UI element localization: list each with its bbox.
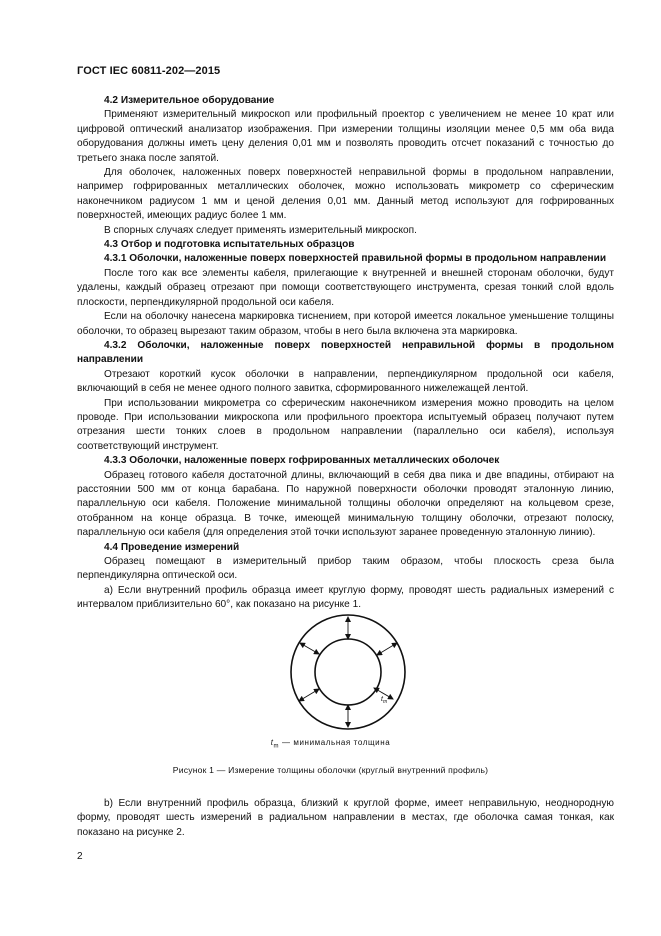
figure-1-legend: $t_m$ — минимальная толщина [270, 738, 391, 750]
radial-measurement-3 [374, 688, 393, 699]
figure-1-ring-diagram [285, 610, 415, 734]
paragraph: Образец помещают в измерительный прибор таким образом, чтобы плоскость среза была перпендикулярна оптической оси. [77, 556, 614, 582]
paragraph: b) Если внутренний профиль образца, близкий к круглой форме, имеет неправильную, неоднородную форму, проводят шесть измерений в радиальном направлении в местах, где оболочка самая тонкая, как показано на рисунке 2. [77, 798, 614, 838]
paragraph: После того как все элементы кабеля, прилегающие к внутренней и внешней сторонам оболочки, будут удалены, каждый образец отрезают при помощи соответствующего инструмента, срезая тонкий слой вдоль плоскости, перпендикулярной продольной оси кабеля. [77, 267, 614, 308]
radial-measurement-2 [377, 643, 397, 655]
section-heading: 4.3.3 Оболочки, наложенные поверх гофрированных металлических оболочек [104, 455, 500, 467]
page-number: 2 [77, 851, 83, 862]
paragraph: При использовании микрометра со сферическим наконечником измерения можно проводить на целом проводе. При использовании микроскопа или профильного проектора испытуемый образец получают путем отрезания шести тонких слоев в продольном направлении (параллельно оси кабеля), используя соответствующий инструмент. [77, 397, 614, 452]
document-header: ГОСТ IEC 60811-202—2015 [77, 65, 221, 77]
figure-1-caption: Рисунок 1 — Измерение толщины оболочки (круглый внутренний профиль) [172, 765, 489, 775]
paragraph: Образец готового кабеля достаточной длины, включающий в себя два пика и две впадины, отбирают на расстоянии 500 мм от конца барабана. По наружной поверхности оболочки проводят эталонную линию, параллельную оси кабеля. Положение минимальной толщины оболочки определяют на кольцевом срезе, отобранном на конце образца. В точке, имеющей минимальную толщину оболочки, отрезают полоску, параллельную оси кабеля (для определения этой точки используют заранее проведенную эталонную линию). [77, 469, 614, 539]
paragraph: Отрезают короткий кусок оболочки в направлении, перпендикулярном продольной оси кабеля, включающий в себя не менее одного полного завитка, сформированного нижележащей лентой. [77, 368, 614, 395]
paragraph: Для оболочек, наложенных поверх поверхностей неправильной формы в продольном направлении, например гофрированных металлических оболочек, можно использовать микрометр со сферическим наконечником радиусом 1 мм и ценой деления 0,01 мм. Данный метод используют для гофрированных поверхностей, имеющих радиус более 1 мм. [77, 167, 614, 222]
radial-measurement-5 [299, 689, 319, 701]
paragraph: Если на оболочку нанесена маркировка тиснением, при которой имеется локальное уменьшение толщины оболочки, то образец вырезают таким образом, чтобы в него была включена эта маркировка. [77, 311, 614, 337]
section-heading: 4.4 Проведение измерений [104, 541, 240, 553]
thickness-marker-label: $t_m$ [381, 696, 388, 705]
body-text-bottom [77, 797, 614, 840]
section-heading: 4.3.1 Оболочки, наложенные поверх поверхностей правильной формы в продольном направлении [104, 253, 607, 265]
paragraph: Применяют измерительный микроскоп или профильный проектор с увеличением не менее 10 крат или цифровой оптический анализатор изображения. При измерении толщины изоляции менее 0,5 мм оба вида оборудования должны иметь цену деления 0,01 мм и позволять проводить отсчет показаний с точностью до третьего знака после запятой. [77, 109, 614, 164]
section-heading: 4.3 Отбор и подготовка испытательных образцов [104, 239, 355, 251]
inner-profile [315, 639, 381, 705]
body-text-top [77, 94, 614, 613]
section-heading: 4.2 Измерительное оборудование [104, 95, 275, 106]
paragraph: В спорных случаях следует применять измерительный микроскоп. [104, 224, 417, 236]
radial-measurement-6 [300, 643, 319, 654]
section-heading: 4.3.2 Оболочки, наложенные поверх поверхностей неправильной формы в продольном направлении [77, 339, 614, 366]
paragraph: a) Если внутренний профиль образца имеет круглую форму, проводят шесть радиальных измерений с интервалом приблизительно 60°, как показано на рисунке 1. [77, 584, 614, 611]
